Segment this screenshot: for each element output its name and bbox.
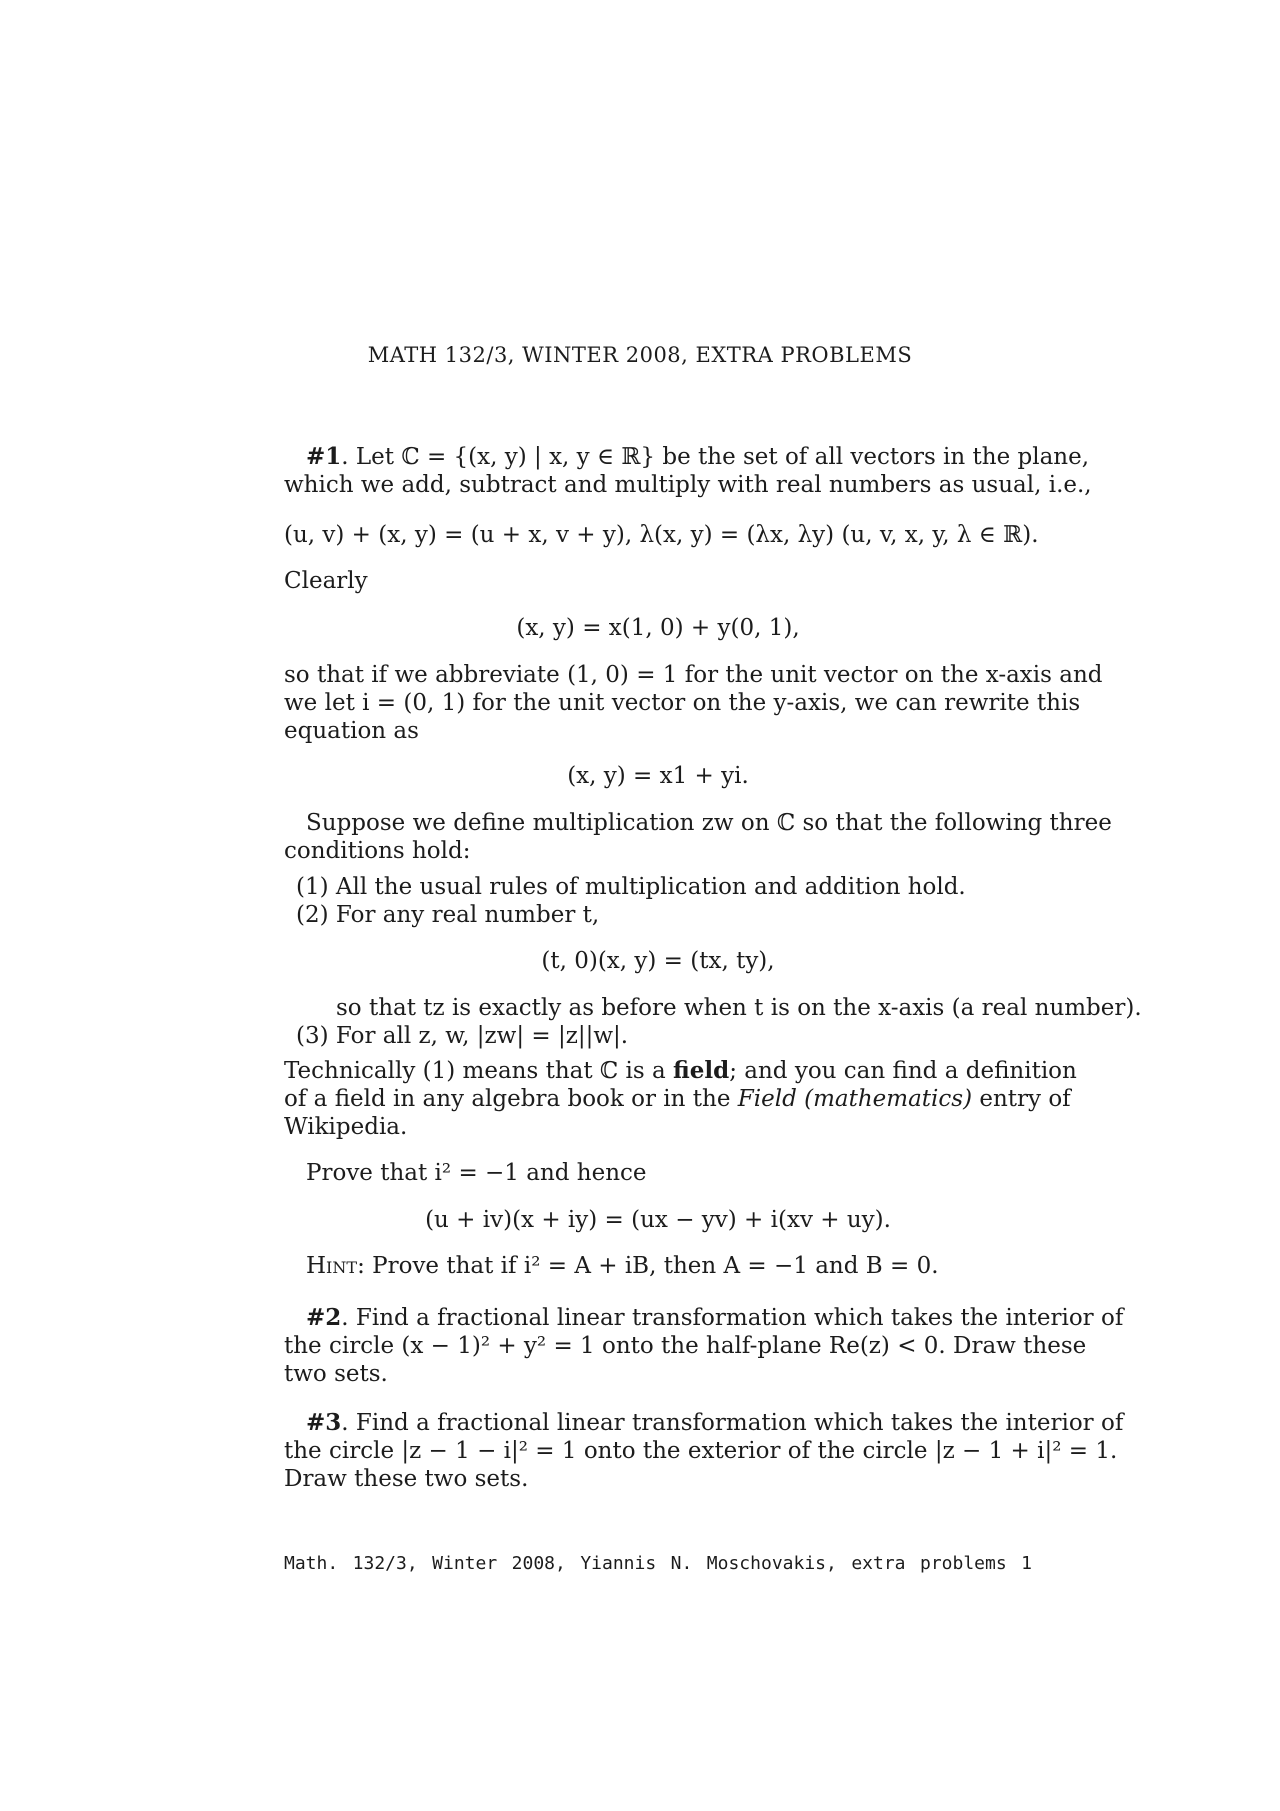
problem-1-line-8: [284, 1057, 1077, 1085]
equation-5: (u + iv)(x + iy) = (ux − yv) + i(xv + uy).: [425, 1207, 891, 1233]
field-text-post: ; and you can find a definition: [729, 1058, 1077, 1084]
problem-2-line-2: the circle (x − 1)² + y² = 1 onto the half-plane Re(z) < 0. Draw these: [284, 1333, 1087, 1359]
condition-2-continued: so that tz is exactly as before when t is on the x-axis (a real number).: [336, 995, 1142, 1021]
problem-1-line-6: Suppose we define multiplication zw on ℂ so that the following three: [306, 810, 1112, 836]
problem-1-number: #1: [306, 443, 342, 470]
prove-text: Prove that i² = −1 and hence: [306, 1160, 647, 1186]
wiki-text-post: entry of: [972, 1086, 1071, 1112]
problem-1-line-3: so that if we abbreviate (1, 0) = 1 for the unit vector on the x-axis and: [284, 662, 1103, 688]
equation-2: (x, y) = x(1, 0) + y(0, 1),: [516, 615, 800, 641]
problem-3-line-1: [306, 1409, 1124, 1437]
wiki-entry-italic: Field (mathematics): [737, 1086, 973, 1112]
problem-2-line-1: [306, 1304, 1124, 1332]
condition-2: (2) For any real number t,: [296, 902, 600, 928]
equation-4: (t, 0)(x, y) = (tx, ty),: [541, 948, 775, 974]
problem-3-line-3: Draw these two sets.: [284, 1466, 529, 1492]
problem-3-text-1: . Find a fractional linear transformation which takes the interior of: [341, 1410, 1124, 1436]
wiki-text-pre: of a field in any algebra book or in the: [284, 1086, 738, 1112]
problem-2-number: #2: [306, 1304, 342, 1331]
condition-3: (3) For all z, w, |zw| = |z||w|.: [296, 1023, 629, 1049]
problem-1-line-1: [306, 443, 1090, 471]
page-title: MATH 132/3, WINTER 2008, EXTRA PROBLEMS: [367, 343, 913, 367]
field-bold: field: [673, 1057, 730, 1084]
problem-2-line-3: two sets.: [284, 1361, 388, 1387]
problem-1-line-5: equation as: [284, 718, 419, 744]
problem-3-line-2: the circle |z − 1 − i|² = 1 onto the exterior of the circle |z − 1 + i|² = 1.: [284, 1438, 1118, 1464]
field-text-pre: Technically (1) means that ℂ is a: [284, 1058, 674, 1084]
hint-line: [306, 1252, 1054, 1280]
hint-label: Hint: [306, 1253, 358, 1279]
condition-1: (1) All the usual rules of multiplication and addition hold.: [296, 874, 966, 900]
equation-3: (x, y) = x1 + yi.: [567, 763, 749, 789]
problem-2-text-1: . Find a fractional linear transformation which takes the interior of: [341, 1305, 1124, 1331]
hint-text: : Prove that if i² = A + iB, then A = −1 and B = 0.: [357, 1253, 939, 1279]
problem-1-line-10: Wikipedia.: [284, 1114, 408, 1140]
problem-3-number: #3: [306, 1409, 342, 1436]
equation-1: (u, v) + (x, y) = (u + x, v + y), λ(x, y) = (λx, λy) (u, v, x, y, λ ∈ ℝ).: [284, 522, 1039, 548]
problem-1-line-7: conditions hold:: [284, 838, 471, 864]
problem-1-line-4: we let i = (0, 1) for the unit vector on the y-axis, we can rewrite this: [284, 690, 1081, 716]
problem-1-line-9: [284, 1085, 1071, 1113]
clearly-text: Clearly: [284, 568, 368, 594]
problem-1-text-1: . Let ℂ = {(x, y) | x, y ∈ ℝ} be the set of all vectors in the plane,: [341, 444, 1090, 470]
problem-1-line-2: which we add, subtract and multiply with real numbers as usual, i.e.,: [284, 472, 1092, 498]
page-footer: Math. 132/3, Winter 2008, Yiannis N. Moschovakis, extra problems 1: [284, 1553, 1032, 1574]
